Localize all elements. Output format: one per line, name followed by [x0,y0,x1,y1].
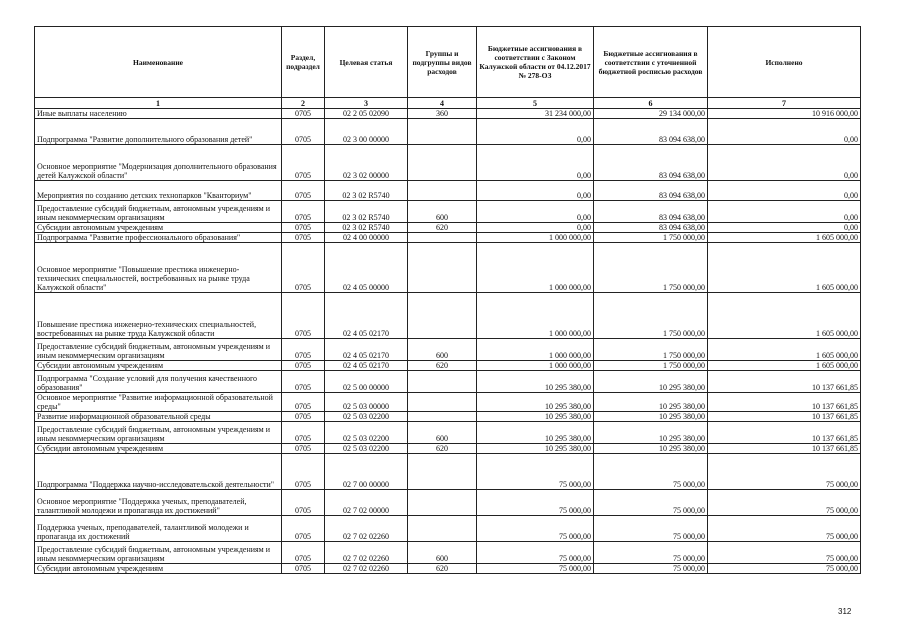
row-executed: 1 605 000,00 [708,243,861,293]
row-name: Субсидии автономным учреждениям [35,223,282,233]
header-executed: Исполнено [708,27,861,98]
row-section: 0705 [282,444,325,454]
row-expense-group: 360 [408,109,477,119]
row-expense-group: 620 [408,564,477,574]
row-section: 0705 [282,371,325,393]
table-row [35,422,861,444]
row-revised-allocation: 75 000,00 [594,490,708,516]
row-target-article: 02 4 05 02170 [325,293,408,339]
page-number: 312 [838,607,852,616]
row-target-article: 02 5 03 02200 [325,412,408,422]
row-expense-group [408,371,477,393]
row-law-allocation: 75 000,00 [477,516,594,542]
row-executed: 75 000,00 [708,564,861,574]
row-section: 0705 [282,412,325,422]
table-row [35,201,861,223]
row-expense-group [408,393,477,412]
row-executed: 75 000,00 [708,516,861,542]
row-executed: 10 137 661,85 [708,393,861,412]
column-number: 5 [477,98,594,109]
row-expense-group: 620 [408,223,477,233]
row-law-allocation: 75 000,00 [477,542,594,564]
budget-table [34,26,861,574]
row-target-article: 02 7 02 02260 [325,542,408,564]
header-law: Бюджетные ассигнования в соответствии с Законом Калужской области от 04.12.2017 № 278-ОЗ [477,27,594,98]
row-executed: 10 137 661,85 [708,444,861,454]
row-section: 0705 [282,339,325,361]
row-expense-group [408,454,477,490]
row-revised-allocation: 29 134 000,00 [594,109,708,119]
header-target: Целевая статья [325,27,408,98]
row-law-allocation: 1 000 000,00 [477,233,594,243]
row-name: Предоставление субсидий бюджетным, автономным учреждениям и иным некоммерческим организациям [35,201,282,223]
row-executed: 75 000,00 [708,454,861,490]
row-expense-group [408,181,477,201]
row-law-allocation: 1 000 000,00 [477,339,594,361]
row-executed: 1 605 000,00 [708,233,861,243]
row-target-article: 02 2 05 02090 [325,109,408,119]
row-expense-group [408,516,477,542]
row-executed: 0,00 [708,223,861,233]
row-law-allocation: 1 000 000,00 [477,293,594,339]
row-expense-group [408,293,477,339]
row-revised-allocation: 1 750 000,00 [594,361,708,371]
row-target-article: 02 5 03 02200 [325,422,408,444]
row-section: 0705 [282,119,325,145]
row-executed: 10 137 661,85 [708,412,861,422]
row-section: 0705 [282,490,325,516]
row-target-article: 02 3 00 00000 [325,119,408,145]
row-revised-allocation: 10 295 380,00 [594,422,708,444]
row-expense-group: 620 [408,361,477,371]
row-expense-group: 600 [408,339,477,361]
column-number: 2 [282,98,325,109]
row-law-allocation: 10 295 380,00 [477,444,594,454]
header-section: Раздел, подраздел [282,27,325,98]
table-row [35,454,861,490]
row-revised-allocation: 83 094 638,00 [594,181,708,201]
row-name: Предоставление субсидий бюджетным, автономным учреждениям и иным некоммерческим организациям [35,422,282,444]
row-expense-group [408,412,477,422]
row-expense-group: 620 [408,444,477,454]
row-executed: 75 000,00 [708,490,861,516]
row-target-article: 02 7 02 02260 [325,564,408,574]
row-revised-allocation: 10 295 380,00 [594,393,708,412]
header-group: Группы и подгруппы видов расходов [408,27,477,98]
table-row [35,109,861,119]
table-row [35,393,861,412]
row-revised-allocation: 10 295 380,00 [594,412,708,422]
row-executed: 0,00 [708,145,861,181]
row-target-article: 02 4 00 00000 [325,233,408,243]
row-target-article: 02 5 00 00000 [325,371,408,393]
table-row [35,412,861,422]
row-target-article: 02 3 02 R5740 [325,201,408,223]
row-name: Иные выплаты населению [35,109,282,119]
row-name: Мероприятия по созданию детских технопарков "Кванториум" [35,181,282,201]
row-section: 0705 [282,223,325,233]
row-name: Субсидии автономным учреждениям [35,564,282,574]
row-target-article: 02 7 02 00000 [325,490,408,516]
row-executed: 0,00 [708,181,861,201]
row-target-article: 02 3 02 R5740 [325,223,408,233]
row-target-article: 02 7 02 02260 [325,516,408,542]
row-target-article: 02 4 05 02170 [325,339,408,361]
table-row [35,490,861,516]
row-executed: 0,00 [708,201,861,223]
row-section: 0705 [282,542,325,564]
table-row [35,119,861,145]
row-section: 0705 [282,361,325,371]
row-name: Субсидии автономным учреждениям [35,361,282,371]
table-row [35,361,861,371]
row-name: Основное мероприятие "Повышение престижа инженерно-технических специальностей, востребованных на рынке труда Калужской области" [35,243,282,293]
row-name: Подпрограмма "Создание условий для получения качественного образования" [35,371,282,393]
row-law-allocation: 10 295 380,00 [477,393,594,412]
row-law-allocation: 0,00 [477,181,594,201]
row-target-article: 02 3 02 00000 [325,145,408,181]
row-revised-allocation: 10 295 380,00 [594,371,708,393]
row-name: Субсидии автономным учреждениям [35,444,282,454]
column-number: 4 [408,98,477,109]
row-law-allocation: 0,00 [477,119,594,145]
row-revised-allocation: 1 750 000,00 [594,293,708,339]
row-target-article: 02 3 02 R5740 [325,181,408,201]
row-law-allocation: 0,00 [477,201,594,223]
row-executed: 75 000,00 [708,542,861,564]
row-section: 0705 [282,516,325,542]
table-row [35,243,861,293]
row-revised-allocation: 83 094 638,00 [594,119,708,145]
row-expense-group [408,145,477,181]
table-body [35,109,861,574]
column-number-row [35,98,861,109]
row-executed: 1 605 000,00 [708,293,861,339]
column-number: 3 [325,98,408,109]
row-section: 0705 [282,181,325,201]
row-name: Основное мероприятие "Развитие информационной образовательной среды" [35,393,282,412]
row-section: 0705 [282,293,325,339]
row-name: Подпрограмма "Развитие профессионального образования" [35,233,282,243]
row-law-allocation: 10 295 380,00 [477,371,594,393]
table-row [35,223,861,233]
row-name: Предоставление субсидий бюджетным, автономным учреждениям и иным некоммерческим организациям [35,339,282,361]
row-target-article: 02 7 00 00000 [325,454,408,490]
row-executed: 1 605 000,00 [708,361,861,371]
row-executed: 10 137 661,85 [708,371,861,393]
row-name: Поддержка ученых, преподавателей, талантливой молодежи и пропаганда их достижений [35,516,282,542]
row-law-allocation: 1 000 000,00 [477,361,594,371]
row-law-allocation: 10 295 380,00 [477,422,594,444]
row-target-article: 02 5 03 02200 [325,444,408,454]
row-law-allocation: 75 000,00 [477,454,594,490]
row-law-allocation: 1 000 000,00 [477,243,594,293]
row-section: 0705 [282,243,325,293]
row-section: 0705 [282,454,325,490]
row-expense-group [408,119,477,145]
row-section: 0705 [282,393,325,412]
row-law-allocation: 0,00 [477,223,594,233]
table-row [35,516,861,542]
table-row [35,542,861,564]
row-name: Основное мероприятие "Модернизация дополнительного образования детей Калужской области" [35,145,282,181]
row-name: Основное мероприятие "Поддержка ученых, преподавателей, талантливой молодежи и пропаганда их достижений" [35,490,282,516]
row-executed: 0,00 [708,119,861,145]
row-expense-group [408,233,477,243]
row-section: 0705 [282,564,325,574]
row-expense-group: 600 [408,422,477,444]
row-law-allocation: 0,00 [477,145,594,181]
row-executed: 10 137 661,85 [708,422,861,444]
table-row [35,371,861,393]
row-name: Повышение престижа инженерно-технических специальностей, востребованных на рынке труда Калужской области [35,293,282,339]
table-row [35,145,861,181]
row-name: Подпрограмма "Поддержка научно-исследовательской деятельности" [35,454,282,490]
row-expense-group [408,243,477,293]
row-executed: 1 605 000,00 [708,339,861,361]
row-law-allocation: 75 000,00 [477,490,594,516]
column-number: 6 [594,98,708,109]
table-row [35,444,861,454]
row-section: 0705 [282,109,325,119]
row-name: Предоставление субсидий бюджетным, автономным учреждениям и иным некоммерческим организациям [35,542,282,564]
row-revised-allocation: 83 094 638,00 [594,145,708,181]
row-expense-group: 600 [408,201,477,223]
row-name: Развитие информационной образовательной среды [35,412,282,422]
row-revised-allocation: 1 750 000,00 [594,243,708,293]
row-revised-allocation: 75 000,00 [594,516,708,542]
table-row [35,339,861,361]
row-name: Подпрограмма "Развитие дополнительного образования детей" [35,119,282,145]
row-expense-group [408,490,477,516]
row-revised-allocation: 1 750 000,00 [594,339,708,361]
column-number: 7 [708,98,861,109]
row-expense-group: 600 [408,542,477,564]
row-revised-allocation: 75 000,00 [594,454,708,490]
row-section: 0705 [282,145,325,181]
row-target-article: 02 5 03 00000 [325,393,408,412]
row-revised-allocation: 1 750 000,00 [594,233,708,243]
row-law-allocation: 10 295 380,00 [477,412,594,422]
table-row [35,564,861,574]
row-law-allocation: 75 000,00 [477,564,594,574]
column-number: 1 [35,98,282,109]
header-row [35,27,861,98]
row-section: 0705 [282,233,325,243]
row-revised-allocation: 75 000,00 [594,564,708,574]
row-revised-allocation: 83 094 638,00 [594,201,708,223]
row-target-article: 02 4 05 02170 [325,361,408,371]
header-revised: Бюджетные ассигнования в соответствии с уточненной бюджетной росписью расходов [594,27,708,98]
row-revised-allocation: 83 094 638,00 [594,223,708,233]
row-revised-allocation: 10 295 380,00 [594,444,708,454]
header-name: Наименование [35,27,282,98]
row-revised-allocation: 75 000,00 [594,542,708,564]
row-section: 0705 [282,422,325,444]
row-executed: 10 916 000,00 [708,109,861,119]
table-row [35,181,861,201]
row-target-article: 02 4 05 00000 [325,243,408,293]
table-row [35,233,861,243]
row-law-allocation: 31 234 000,00 [477,109,594,119]
table-row [35,293,861,339]
row-section: 0705 [282,201,325,223]
